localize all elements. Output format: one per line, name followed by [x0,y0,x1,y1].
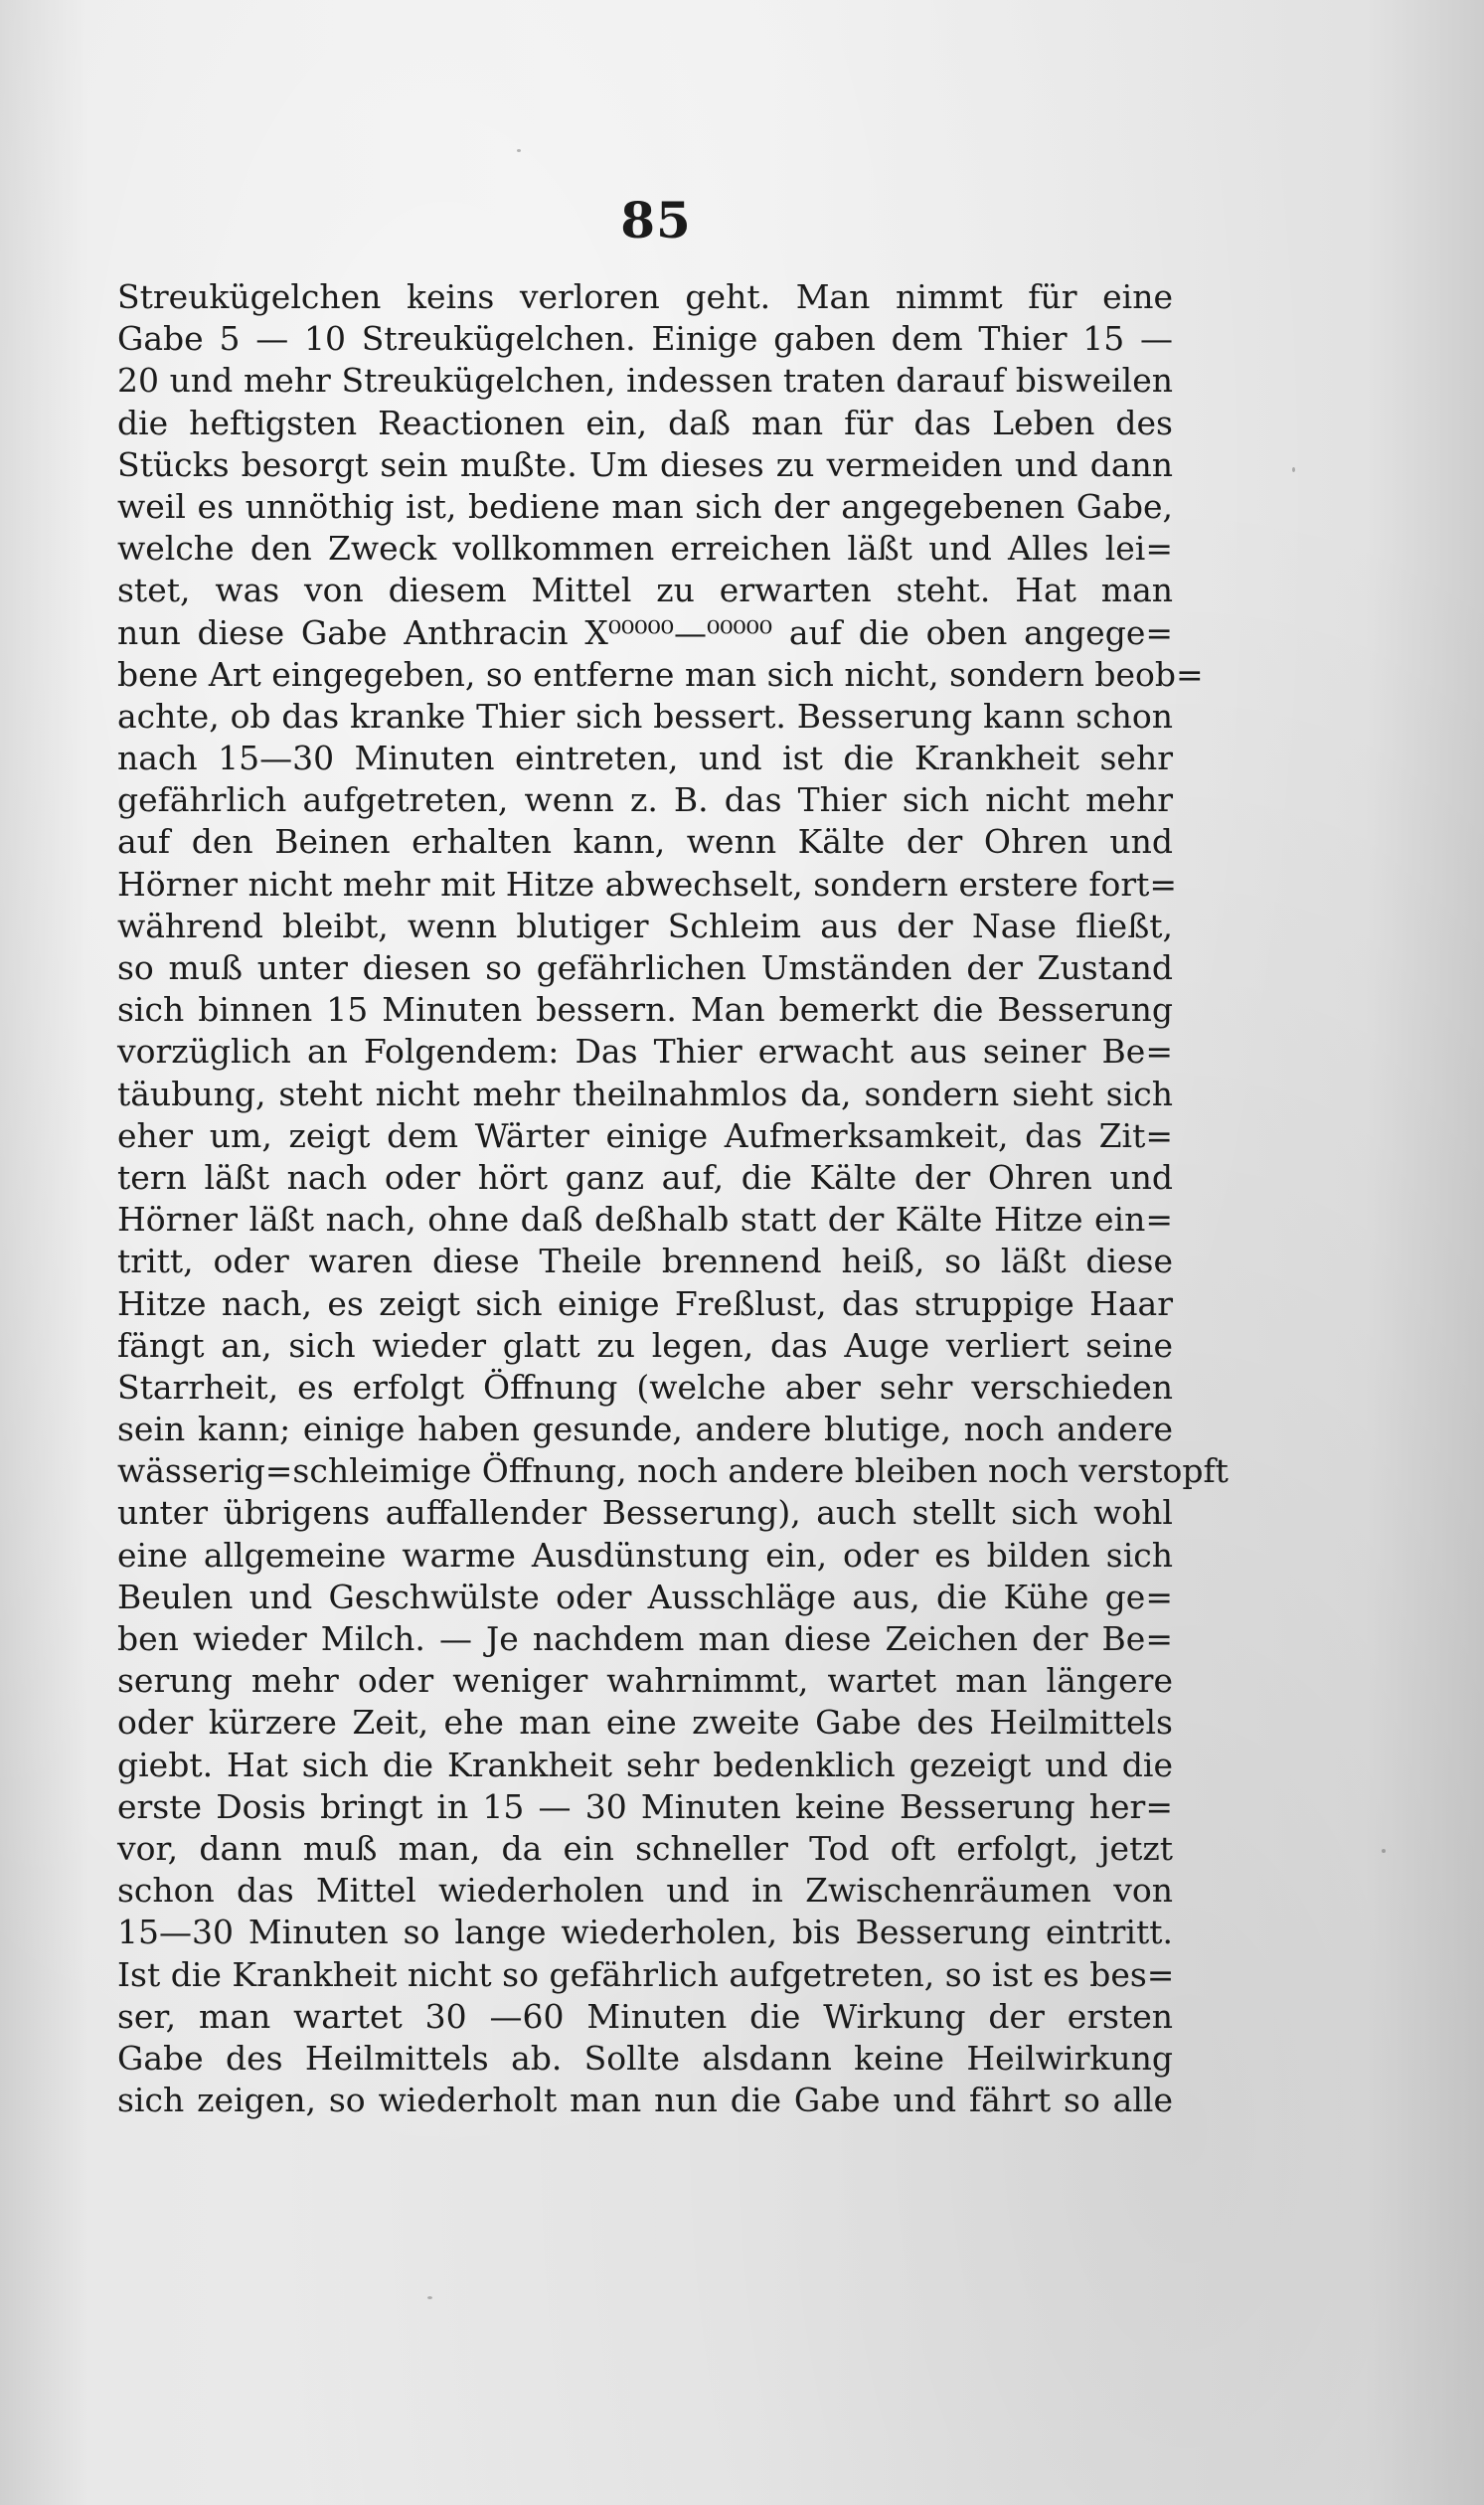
text-line: sich zeigen, so wiederholt man nun die Gabe und fährt so alle [117,2081,1173,2120]
text-line: Gabe des Heilmittels ab. Sollte alsdann keine Heilwirkung [117,2038,1173,2078]
paper-speck [1382,1849,1386,1853]
text-line: sich binnen 15 Minuten bessern. Man bemerkt die Besserung [117,990,1173,1030]
text-line: giebt. Hat sich die Krankheit sehr bedenklich gezeigt und die [117,1745,1173,1784]
text-line: wässerig=schleimige Öffnung, noch andere bleiben noch verstopft [117,1451,1229,1491]
text-line: nun diese Gabe Anthracin X⁰⁰⁰⁰⁰—⁰⁰⁰⁰⁰ auf die oben angege= [117,612,1173,652]
text-line: Hitze nach, es zeigt sich einige Freßlust, das struppige Haar [117,1283,1173,1323]
text-line: gefährlich aufgetreten, wenn z. B. das Thier sich nicht mehr [117,780,1173,820]
text-line: Hörner läßt nach, ohne daß deßhalb statt der Kälte Hitze ein= [117,1200,1173,1240]
text-line: Ist die Krankheit nicht so gefährlich aufgetreten, so ist es bes= [117,1954,1175,1994]
text-line: vorzüglich an Folgendem: Das Thier erwacht aus seiner Be= [117,1032,1173,1072]
text-line: eher um, zeigt dem Wärter einige Aufmerksamkeit, das Zit= [117,1115,1173,1155]
text-line: Starrheit, es erfolgt Öffnung (welche aber sehr verschieden [117,1367,1173,1407]
text-line: tern läßt nach oder hört ganz auf, die Kälte der Ohren und [117,1157,1173,1197]
text-line: vor, dann muß man, da ein schneller Tod oft erfolgt, jetzt [117,1828,1173,1868]
text-line: nach 15—30 Minuten eintreten, und ist die Krankheit sehr [117,739,1173,778]
text-line: fängt an, sich wieder glatt zu legen, das Auge verliert seine [117,1325,1173,1365]
text-line: Gabe 5 — 10 Streukügelchen. Einige gaben dem Thier 15 — [117,319,1173,359]
text-line: täubung, steht nicht mehr theilnahmlos da, sondern sieht sich [117,1074,1173,1113]
text-line: Streukügelchen keins verloren geht. Man nimmt für eine [117,277,1173,316]
text-line: 15—30 Minuten so lange wiederholen, bis Besserung eintritt. [117,1913,1173,1952]
text-line: unter übrigens auffallender Besserung), auch stellt sich wohl [117,1493,1173,1533]
text-line: ser, man wartet 30 —60 Minuten die Wirkung der ersten [117,1996,1173,2036]
text-line: auf den Beinen erhalten kann, wenn Kälte der Ohren und [117,822,1173,862]
paper-speck [427,2296,432,2299]
text-line: die heftigsten Reactionen ein, daß man für das Leben des [117,403,1173,442]
body-text [117,276,1229,2121]
text-line: schon das Mittel wiederholen und in Zwischenräumen von [117,1871,1173,1911]
text-line: während bleibt, wenn blutiger Schleim aus der Nase fließt, [117,906,1173,945]
text-line: ben wieder Milch. — Je nachdem man diese Zeichen der Be= [117,1619,1173,1658]
page-number: 85 [620,191,692,250]
text-line: so muß unter diesen so gefährlichen Umständen der Zustand [117,948,1173,987]
text-line: stet, was von diesem Mittel zu erwarten steht. Hat man [117,571,1173,610]
text-line: serung mehr oder weniger wahrnimmt, wartet man längere [117,1661,1173,1701]
text-line: tritt, oder waren diese Theile brennend heiß, so läßt diese [117,1242,1173,1281]
text-line: eine allgemeine warme Ausdünstung ein, oder es bilden sich [117,1535,1173,1575]
text-line: Stücks besorgt sein mußte. Um dieses zu vermeiden und dann [117,444,1173,484]
paper-speck [1292,467,1295,472]
text-line: 20 und mehr Streukügelchen, indessen traten darauf bisweilen [117,361,1173,401]
text-line: weil es unnöthig ist, bediene man sich der angegebenen Gabe, [117,486,1173,526]
text-line: bene Art eingegeben, so entferne man sich nicht, sondern beob= [117,654,1204,694]
text-line: welche den Zweck vollkommen erreichen läßt und Alles lei= [117,529,1173,569]
text-line: Beulen und Geschwülste oder Ausschläge aus, die Kühe ge= [117,1577,1173,1616]
paper-speck [517,149,521,152]
text-line: achte, ob das kranke Thier sich bessert. Besserung kann schon [117,696,1173,736]
text-line: oder kürzere Zeit, ehe man eine zweite Gabe des Heilmittels [117,1703,1173,1743]
text-line: erste Dosis bringt in 15 — 30 Minuten keine Besserung her= [117,1786,1173,1826]
text-line: sein kann; einige haben gesunde, andere blutige, noch andere [117,1410,1173,1449]
text-line: Hörner nicht mehr mit Hitze abwechselt, sondern erstere fort= [117,864,1178,904]
